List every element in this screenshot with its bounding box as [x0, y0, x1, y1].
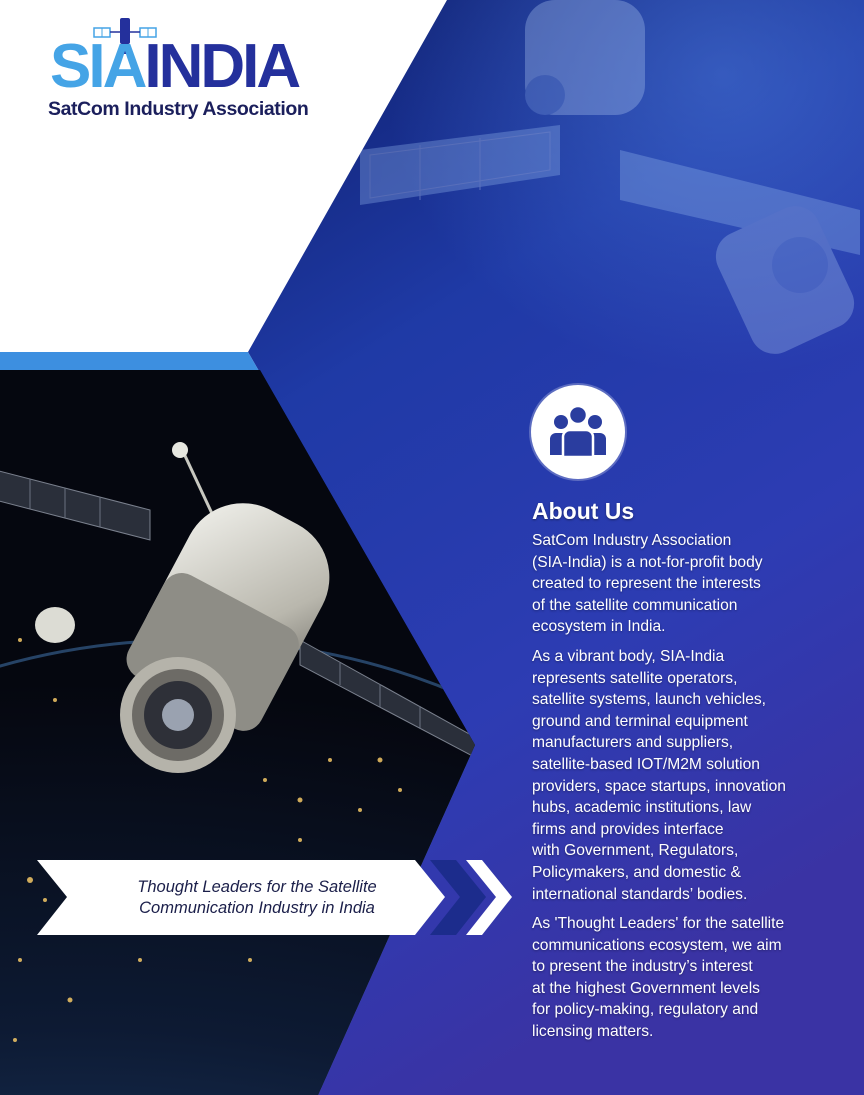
tagline-container	[40, 858, 440, 938]
sia-india-logo	[46, 14, 326, 124]
about-section	[532, 496, 832, 1051]
logo-wordmark	[50, 32, 299, 101]
about-paragraph-1: SatCom Industry Association (SIA-India) is a not-for-profit body created to represent the interests of the satellite communication ecosystem in India.	[532, 532, 763, 636]
about-paragraph-2: As a vibrant body, SIA-India represents satellite operators, satellite systems, launch vehicles, ground and terminal equipment manufacturers and suppliers, satellite-based IOT/M2M solution providers, space startups, innovation hubs, academic institutions, law firms and provides interface with Government, Regulators, Policymakers, and domestic & international standards’ bodies.	[532, 647, 786, 903]
group-people-icon	[531, 385, 625, 479]
tagline-text: Thought Leaders for the Satellite Communication Industry in India	[137, 878, 377, 917]
about-paragraph-3: As 'Thought Leaders' for the satellite communications ecosystem, we aim to present the industry’s interest at the highest Government levels for policy-making, regulatory and licensing matters.	[532, 915, 785, 1041]
about-heading: About Us	[532, 498, 635, 524]
logo-india-text: INDIA	[144, 32, 299, 101]
logo-si-text: SIA	[50, 32, 145, 101]
logo-subtitle: SatCom Industry Association	[48, 98, 309, 120]
